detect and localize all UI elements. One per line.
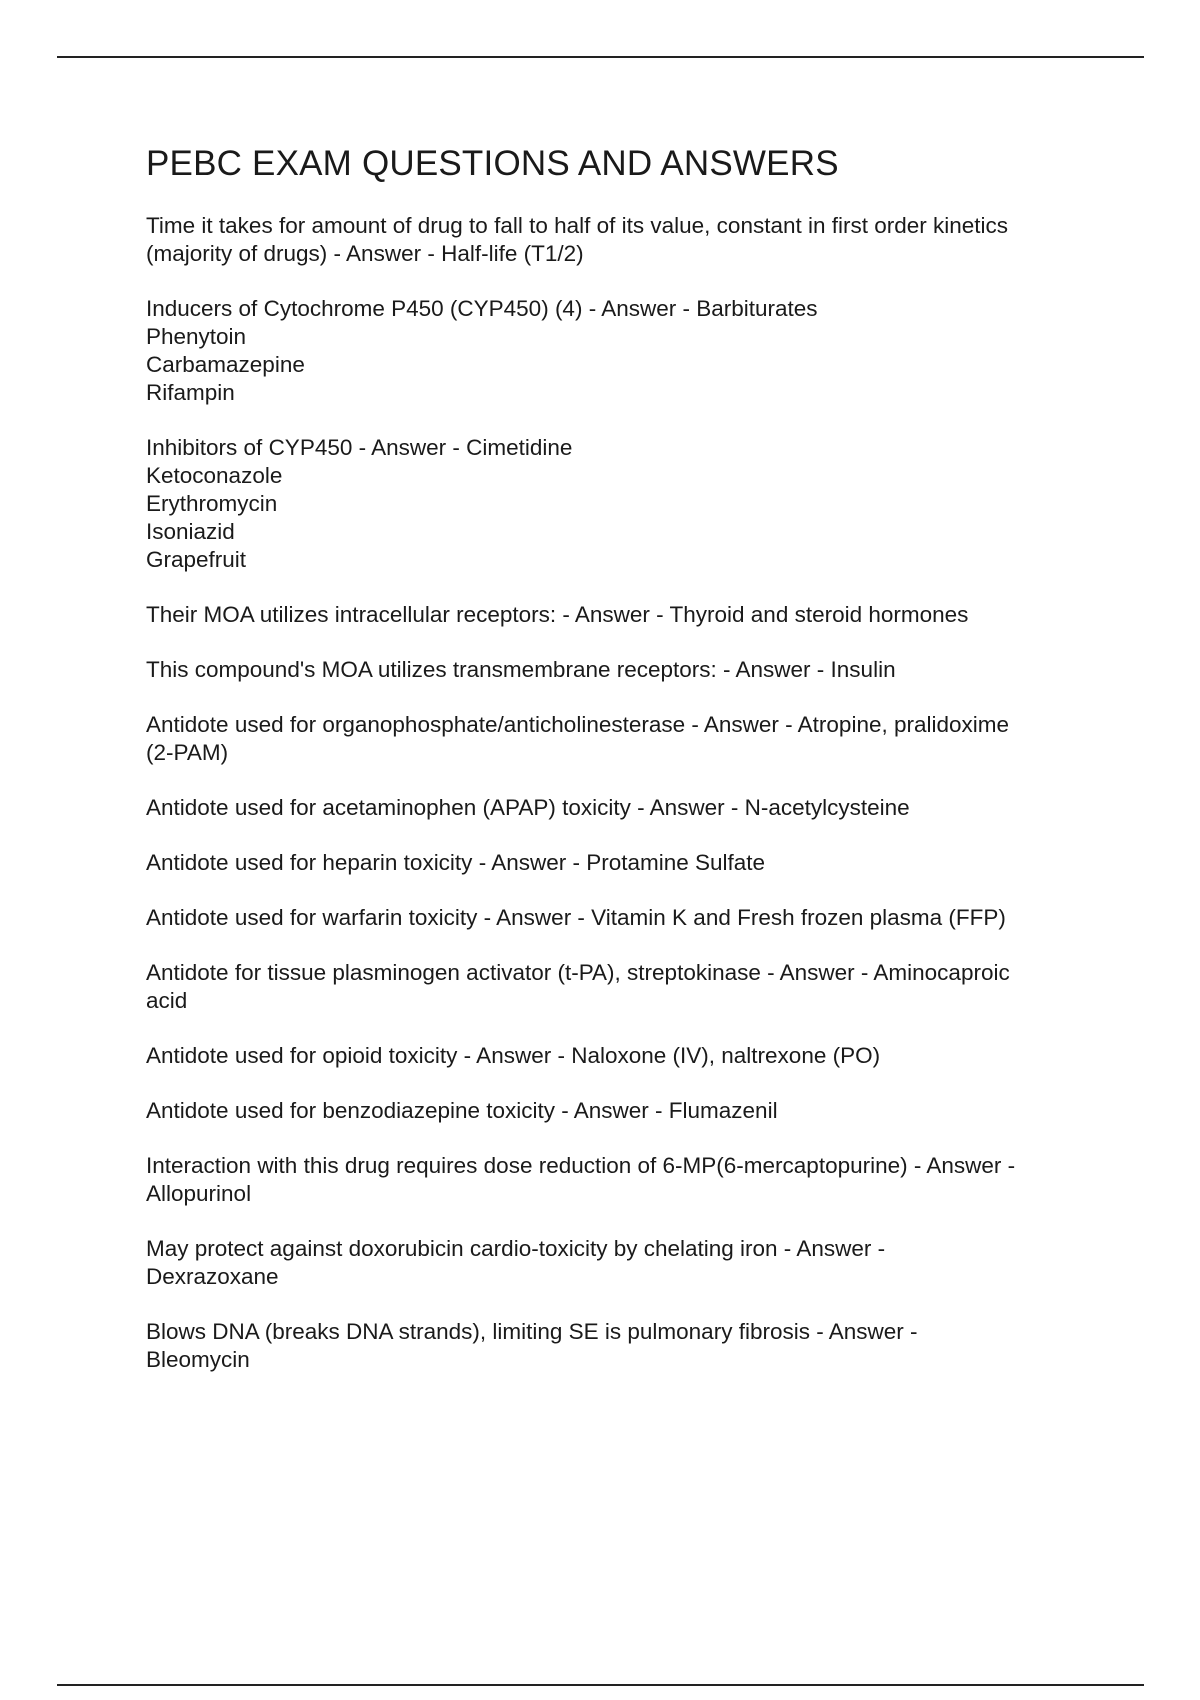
qa-item <box>146 1235 1086 1291</box>
qa-line: Rifampin <box>146 380 235 405</box>
qa-item <box>146 434 1086 574</box>
qa-line: Grapefruit <box>146 547 247 572</box>
qa-item <box>146 904 1086 932</box>
qa-line: Inhibitors of CYP450 - Answer - Cimetidine <box>146 435 573 460</box>
qa-item <box>146 959 1086 1015</box>
qa-line: Antidote used for acetaminophen (APAP) toxicity - Answer - N-acetylcysteine <box>146 795 910 820</box>
qa-item <box>146 1042 1086 1070</box>
qa-line: Dexrazoxane <box>146 1264 279 1289</box>
qa-line: Bleomycin <box>146 1347 250 1372</box>
qa-item <box>146 1152 1086 1208</box>
qa-line: Isoniazid <box>146 519 235 544</box>
qa-line: Phenytoin <box>146 324 247 349</box>
qa-item <box>146 656 1086 684</box>
qa-line: Antidote used for warfarin toxicity - Answer - Vitamin K and Fresh frozen plasma (FFP) <box>146 905 1006 930</box>
qa-line: Blows DNA (breaks DNA strands), limiting SE is pulmonary fibrosis - Answer - <box>146 1319 918 1344</box>
document-title: PEBC EXAM QUESTIONS AND ANSWERS <box>146 144 839 183</box>
qa-item <box>146 1318 1086 1374</box>
qa-line: Antidote for tissue plasminogen activator (t-PA), streptokinase - Answer - Aminocaproic <box>146 960 1010 985</box>
qa-line: Antidote used for opioid toxicity - Answer - Naloxone (IV), naltrexone (PO) <box>146 1043 881 1068</box>
qa-line: Antidote used for organophosphate/anticholinesterase - Answer - Atropine, pralidoxime <box>146 712 1010 737</box>
qa-line: Their MOA utilizes intracellular receptors: - Answer - Thyroid and steroid hormones <box>146 602 969 627</box>
qa-item <box>146 212 1086 268</box>
qa-line: May protect against doxorubicin cardio-toxicity by chelating iron - Answer - <box>146 1236 886 1261</box>
qa-item <box>146 794 1086 822</box>
qa-item <box>146 711 1086 767</box>
qa-line: Antidote used for benzodiazepine toxicity - Answer - Flumazenil <box>146 1098 778 1123</box>
qa-line: Inducers of Cytochrome P450 (CYP450) (4) - Answer - Barbiturates <box>146 296 818 321</box>
qa-item <box>146 849 1086 877</box>
qa-line: Ketoconazole <box>146 463 283 488</box>
qa-item <box>146 601 1086 629</box>
document-body <box>146 142 1086 1401</box>
qa-line: Time it takes for amount of drug to fall to half of its value, constant in first order kinetics <box>146 213 1009 238</box>
footer-rule <box>57 1684 1144 1686</box>
qa-line: (2-PAM) <box>146 740 229 765</box>
qa-line: Antidote used for heparin toxicity - Answer - Protamine Sulfate <box>146 850 766 875</box>
qa-line: This compound's MOA utilizes transmembrane receptors: - Answer - Insulin <box>146 657 896 682</box>
qa-line: (majority of drugs) - Answer - Half-life (T1/2) <box>146 241 584 266</box>
qa-line: acid <box>146 988 188 1013</box>
header-rule <box>57 56 1144 58</box>
qa-line: Carbamazepine <box>146 352 305 377</box>
qa-item <box>146 295 1086 407</box>
qa-item <box>146 1097 1086 1125</box>
qa-line: Interaction with this drug requires dose reduction of 6-MP(6-mercaptopurine) - Answer - <box>146 1153 1016 1178</box>
qa-line: Allopurinol <box>146 1181 252 1206</box>
qa-line: Erythromycin <box>146 491 278 516</box>
